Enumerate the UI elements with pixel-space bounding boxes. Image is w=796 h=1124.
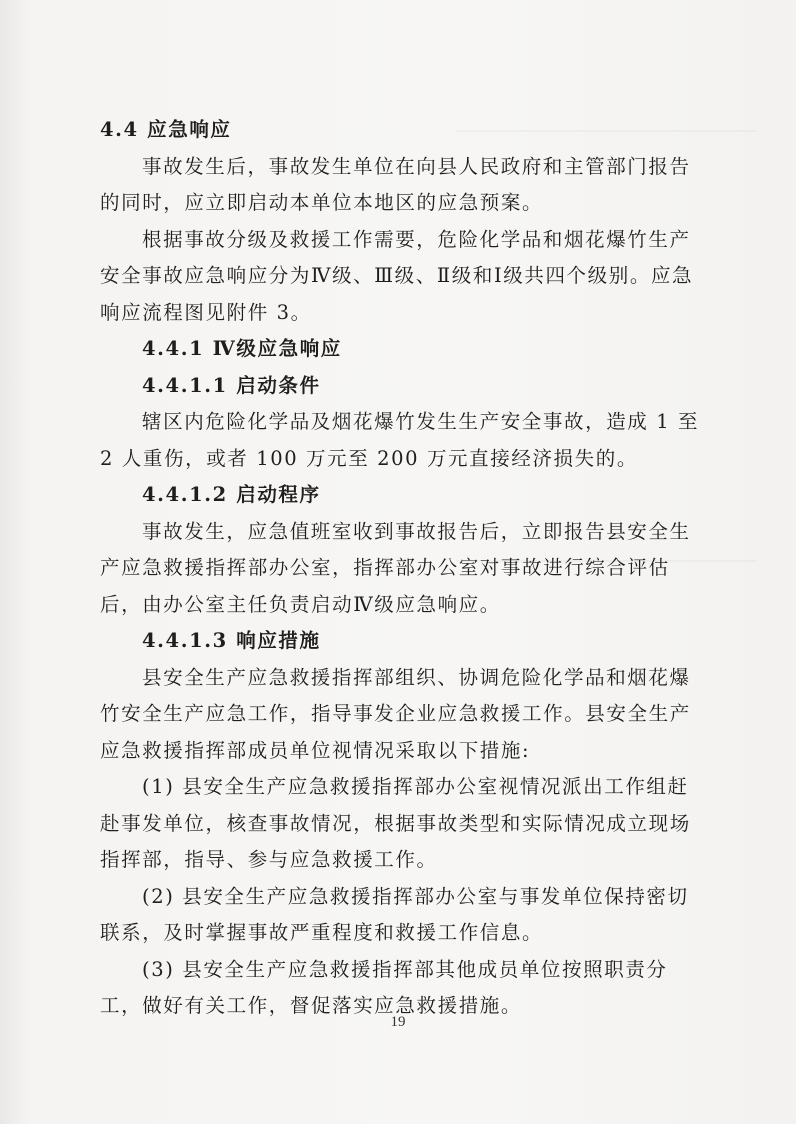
paragraph: 县安全生产应急救援指挥部组织、协调危险化学品和烟花爆竹安全生产应急工作，指导事发企业应急救援工作。县安全生产应急救援指挥部成员单位视情况采取以下措施: xyxy=(100,665,691,762)
paragraph: 事故发生，应急值班室收到事故报告后，立即报告县安全生产应急救援指挥部办公室，指挥部办公室对事故进行综合评估后，由办公室主任负责启动Ⅳ级应急响应。 xyxy=(100,519,691,616)
list-item: (1) 县安全生产应急救援指挥部办公室视情况派出工作组赶赴事发单位，核查事故情况，根据事故类型和实际情况成立现场指挥部，指导、参与应急救援工作。 xyxy=(100,775,691,871)
subsection-heading: 4.4.1.3 响应措施 xyxy=(142,629,321,652)
list-item: (3) 县安全生产应急救援指挥部其他成员单位按照职责分工，做好有关工作，督促落实应急救援措施。 xyxy=(100,957,668,1017)
list-item: (2) 县安全生产应急救援指挥部办公室与事发单位保持密切联系，及时掌握事故严重程度和救援工作信息。 xyxy=(100,884,689,944)
paragraph: 根据事故分级及救援工作需要，危险化学品和烟花爆竹生产安全事故应急响应分为Ⅳ级、Ⅲ级、Ⅱ级和Ⅰ级共四个级别。应急响应流程图见附件 3。 xyxy=(100,227,694,324)
page-number: 19 xyxy=(390,1014,406,1030)
subsection-heading: 4.4.1.2 启动程序 xyxy=(142,483,321,506)
document-body xyxy=(100,112,700,1025)
subsection-heading: 4.4.1.1 启动条件 xyxy=(142,373,321,397)
paragraph: 辖区内危险化学品及烟花爆竹发生生产安全事故，造成 1 至 2 人重伤，或者 100 万元至 200 万元直接经济损失的。 xyxy=(100,410,700,470)
paragraph: 事故发生后，事故发生单位在向县人民政府和主管部门报告的同时，应立即启动本单位本地区的应急预案。 xyxy=(100,154,691,214)
section-heading: 4.4 应急响应 xyxy=(100,118,232,141)
subsection-heading: 4.4.1 Ⅳ级应急响应 xyxy=(142,337,342,360)
